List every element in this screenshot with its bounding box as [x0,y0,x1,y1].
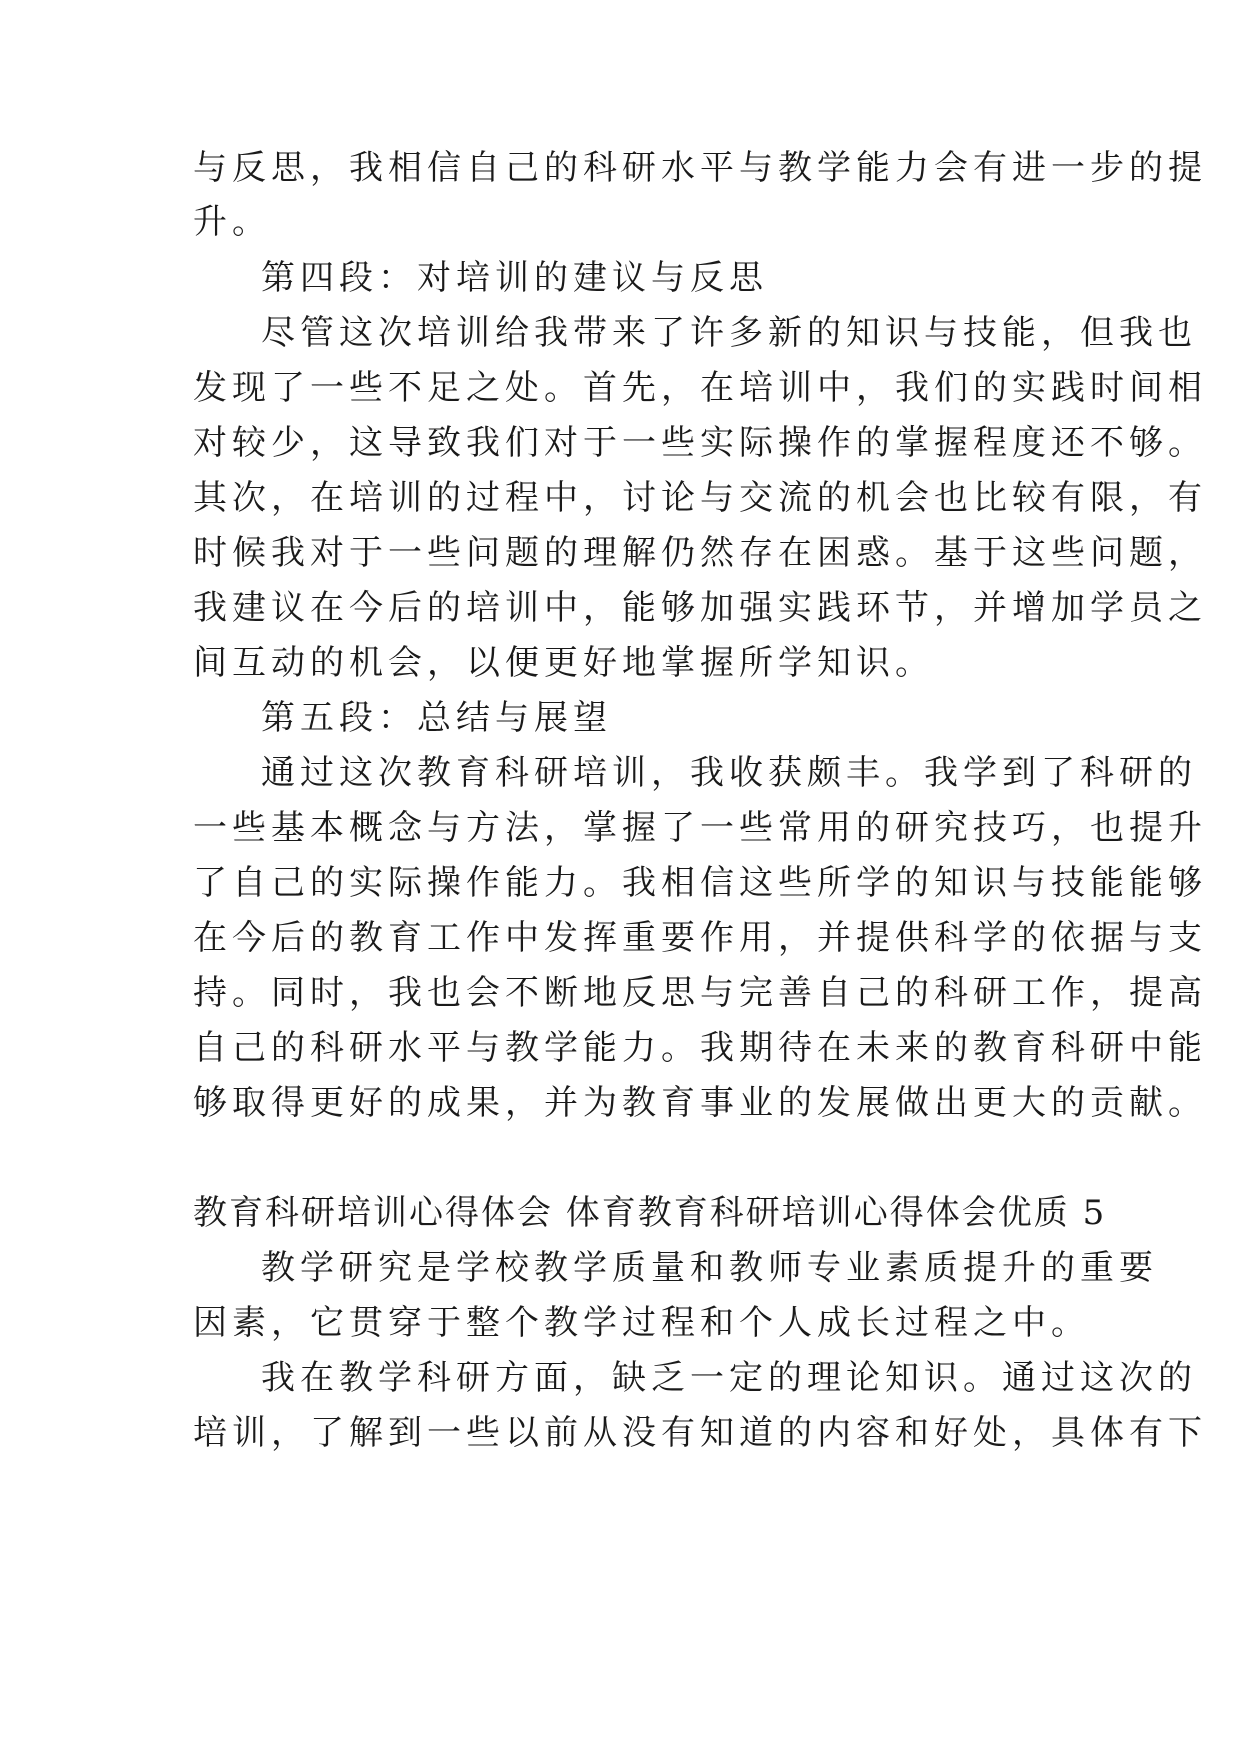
paragraph-line: 升。 [193,202,271,242]
section-heading-5: 第五段：总结与展望 [261,698,612,738]
paragraph-line: 培训，了解到一些以前从没有知道的内容和好处，具体有下 [193,1413,1207,1453]
article-title: 教育科研培训心得体会 体育教育科研培训心得体会优质 5 [193,1193,1107,1233]
paragraph-line: 间互动的机会，以便更好地掌握所学知识。 [193,643,934,683]
paragraph-line: 与反思，我相信自己的科研水平与教学能力会有进一步的提 [193,148,1207,188]
paragraph-line: 发现了一些不足之处。首先，在培训中，我们的实践时间相 [193,368,1207,408]
paragraph-line: 一些基本概念与方法，掌握了一些常用的研究技巧，也提升 [193,808,1207,848]
paragraph-line: 其次，在培训的过程中，讨论与交流的机会也比较有限，有 [193,478,1207,518]
paragraph-line: 因素，它贯穿于整个教学过程和个人成长过程之中。 [193,1303,1090,1343]
paragraph-line: 在今后的教育工作中发挥重要作用，并提供科学的依据与支 [193,918,1207,958]
paragraph-line: 教学研究是学校教学质量和教师专业素质提升的重要 [261,1248,1158,1288]
paragraph-line: 时候我对于一些问题的理解仍然存在困惑。基于这些问题， [193,533,1207,573]
paragraph-line: 通过这次教育科研培训，我收获颇丰。我学到了科研的 [261,753,1197,793]
paragraph-line: 自己的科研水平与教学能力。我期待在未来的教育科研中能 [193,1028,1207,1068]
section-heading-4: 第四段：对培训的建议与反思 [261,258,768,298]
paragraph-line: 我在教学科研方面，缺乏一定的理论知识。通过这次的 [261,1358,1197,1398]
paragraph-line: 尽管这次培训给我带来了许多新的知识与技能，但我也 [261,313,1197,353]
paragraph-line: 持。同时，我也会不断地反思与完善自己的科研工作，提高 [193,973,1207,1013]
paragraph-line: 我建议在今后的培训中，能够加强实践环节，并增加学员之 [193,588,1207,628]
paragraph-line: 了自己的实际操作能力。我相信这些所学的知识与技能能够 [193,863,1207,903]
paragraph-line: 够取得更好的成果，并为教育事业的发展做出更大的贡献。 [193,1083,1207,1123]
paragraph-line: 对较少，这导致我们对于一些实际操作的掌握程度还不够。 [193,423,1207,463]
